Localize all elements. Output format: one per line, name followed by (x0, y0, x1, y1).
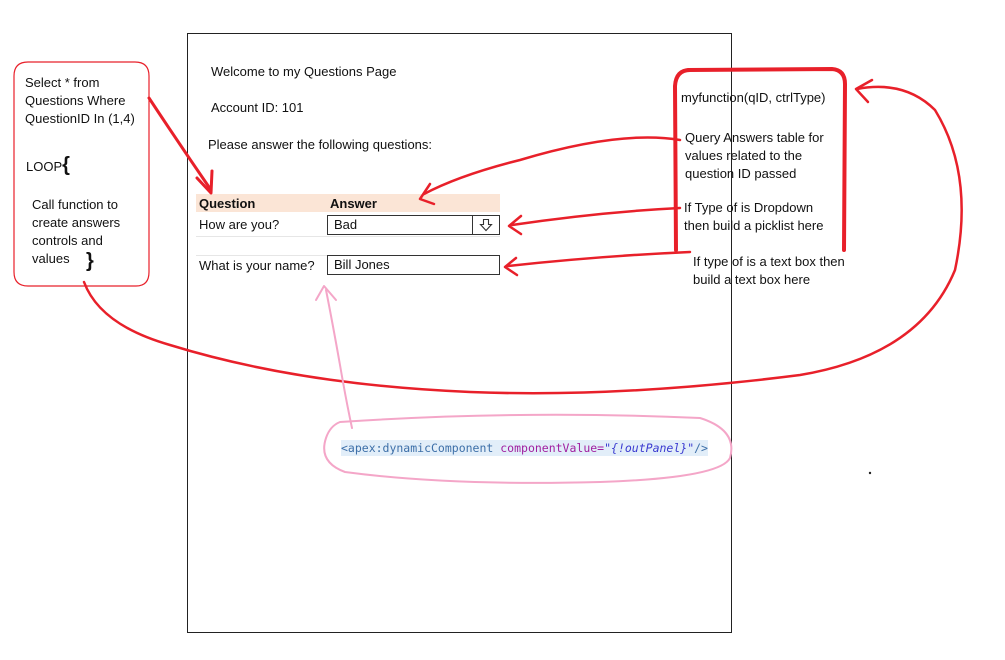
instructions-text: Please answer the following questions: (208, 137, 433, 152)
loop-keyword: LOOP (26, 159, 63, 174)
header-answer: Answer (330, 196, 377, 211)
account-id-text: Account ID: 101 (211, 100, 304, 115)
function-signature: myfunction(qID, ctrlType) (681, 90, 826, 105)
arrow-to-textbox (508, 252, 690, 266)
question-label-1: How are you? (199, 217, 280, 232)
welcome-text: Welcome to my Questions Page (211, 64, 397, 79)
question-label-2: What is your name? (199, 258, 315, 273)
code-value: "{!outPanel}" (604, 441, 695, 455)
answer-textbox[interactable]: Bill Jones (327, 255, 500, 275)
dropdown-value: Bad (334, 217, 358, 232)
code-highlight-ellipse (324, 415, 731, 483)
arrow-query-to-table (149, 98, 211, 190)
call-function-note: Call function to create answers controls and values (32, 197, 121, 266)
left-note-box (14, 62, 149, 286)
code-tag-open: <apex:dynamicComponent (341, 441, 501, 455)
close-brace: } (86, 250, 94, 272)
textbox-rule-note: If type of is a text box then build a text box here (693, 254, 845, 287)
query-note: Select * from Questions Where QuestionID In (1,4) (25, 75, 135, 126)
arrow-answers-to-header (424, 138, 680, 195)
code-tag-close: /> (694, 441, 708, 455)
loop-curve (84, 87, 962, 393)
query-answers-note: Query Answers table for values related to the question ID passed (685, 130, 824, 181)
right-note-box (675, 69, 845, 250)
arrow-to-dropdown (512, 208, 680, 225)
header-question: Question (199, 196, 256, 211)
code-attr: componentValue= (500, 441, 605, 455)
open-brace: { (62, 154, 70, 176)
stray-dot (869, 472, 871, 474)
arrow-code-to-table (326, 290, 352, 428)
dropdown-rule-note: If Type of is Dropdown then build a picklist here (684, 200, 824, 233)
